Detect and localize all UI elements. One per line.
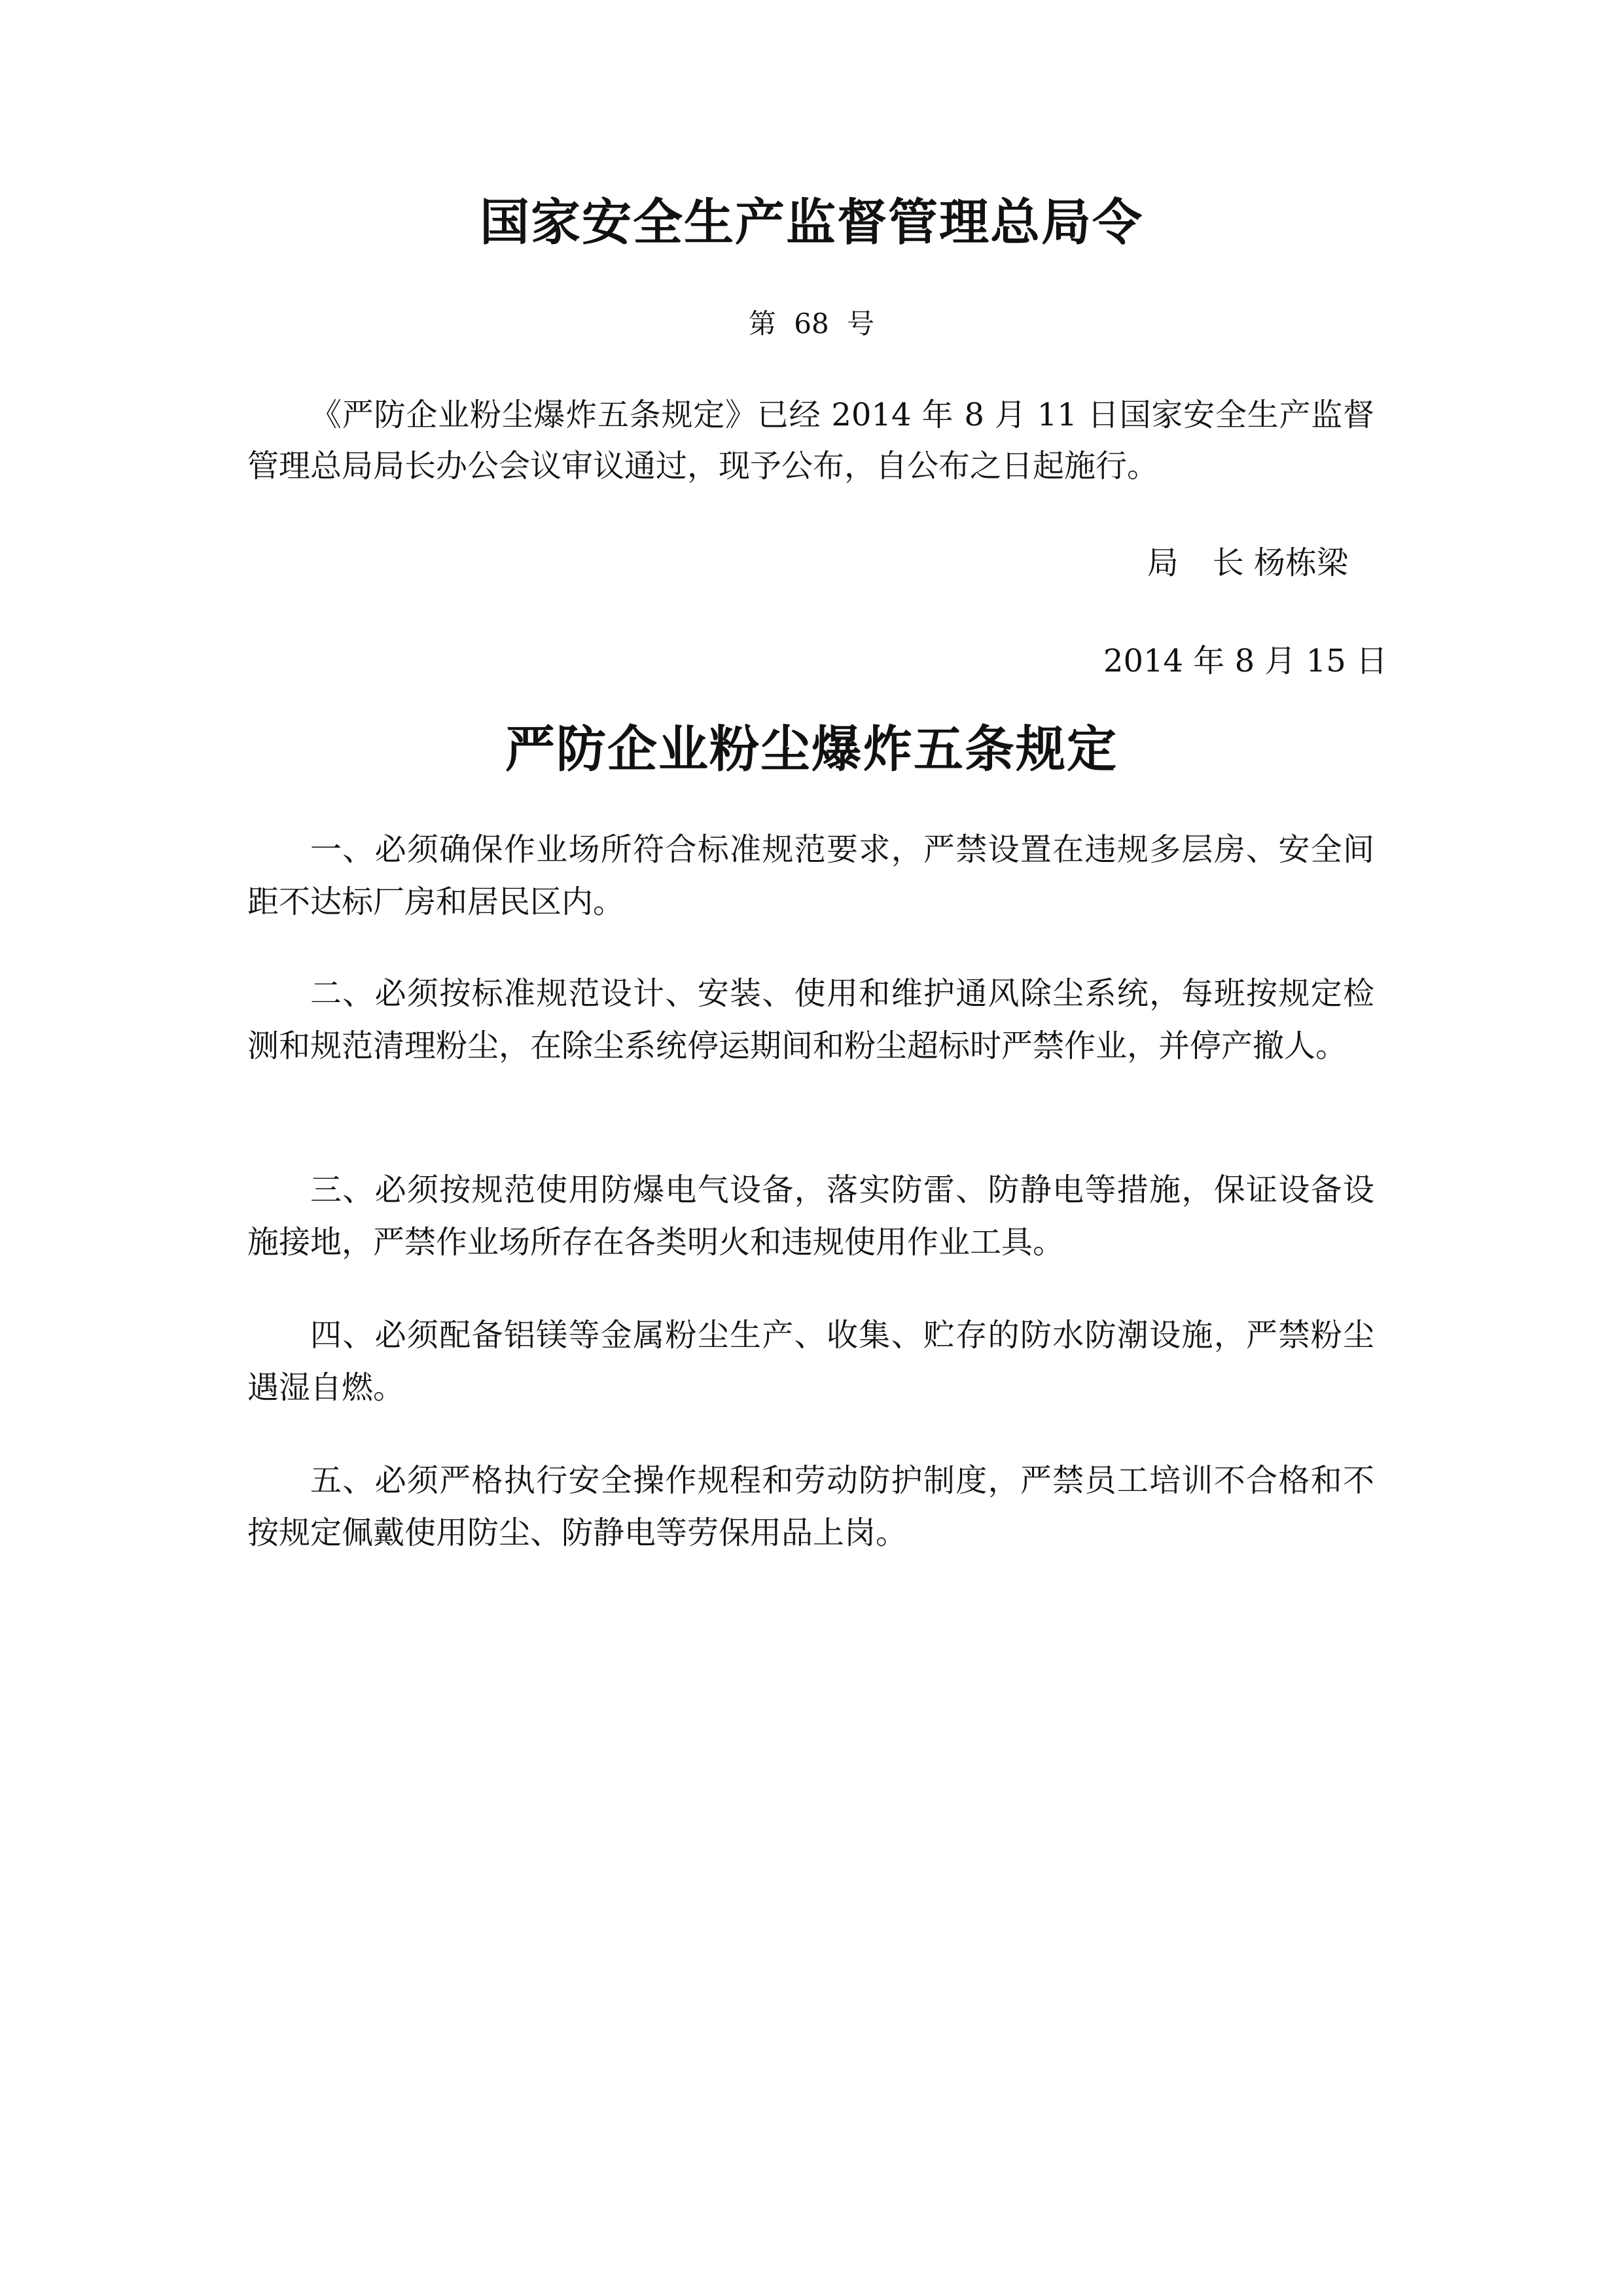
decree-date: 2014 年 8 月 15 日 <box>1103 643 1387 679</box>
decree-number: 第 68 号 <box>748 308 875 340</box>
signatory-name: 杨栋梁 <box>1253 545 1348 581</box>
decree-body-paragraph: 《严防企业粉尘爆炸五条规定》已经 2014 年 8 月 11 日国家安全生产监督管理总局局长办公会议审议通过，现予公布，自公布之日起施行。 <box>247 397 1374 484</box>
rule-item-1: 一、必须确保作业场所符合标准规范要求，严禁设置在违规多层房、安全间距不达标厂房和居民区内。 <box>247 831 1374 920</box>
rules-title: 严防企业粉尘爆炸五条规定 <box>505 720 1118 778</box>
signatory-title-part-2: 长 <box>1212 545 1244 581</box>
signatory-title-part-1: 局 <box>1147 545 1179 581</box>
rule-item-3: 三、必须按规范使用防爆电气设备，落实防雷、防静电等措施，保证设备设施接地，严禁作业场所存在各类明火和违规使用作业工具。 <box>247 1172 1374 1261</box>
rule-item-5: 五、必须严格执行安全操作规程和劳动防护制度，严禁员工培训不合格和不按规定佩戴使用防尘、防静电等劳保用品上岗。 <box>247 1462 1374 1551</box>
rule-item-2: 二、必须按标准规范设计、安装、使用和维护通风除尘系统，每班按规定检测和规范清理粉尘，在除尘系统停运期间和粉尘超标时严禁作业，并停产撤人。 <box>247 975 1374 1064</box>
rule-item-4: 四、必须配备铝镁等金属粉尘生产、收集、贮存的防水防潮设施，严禁粉尘遇湿自燃。 <box>247 1317 1374 1406</box>
decree-title: 国家安全生产监督管理总局令 <box>480 193 1143 251</box>
signatory <box>1147 537 1348 589</box>
